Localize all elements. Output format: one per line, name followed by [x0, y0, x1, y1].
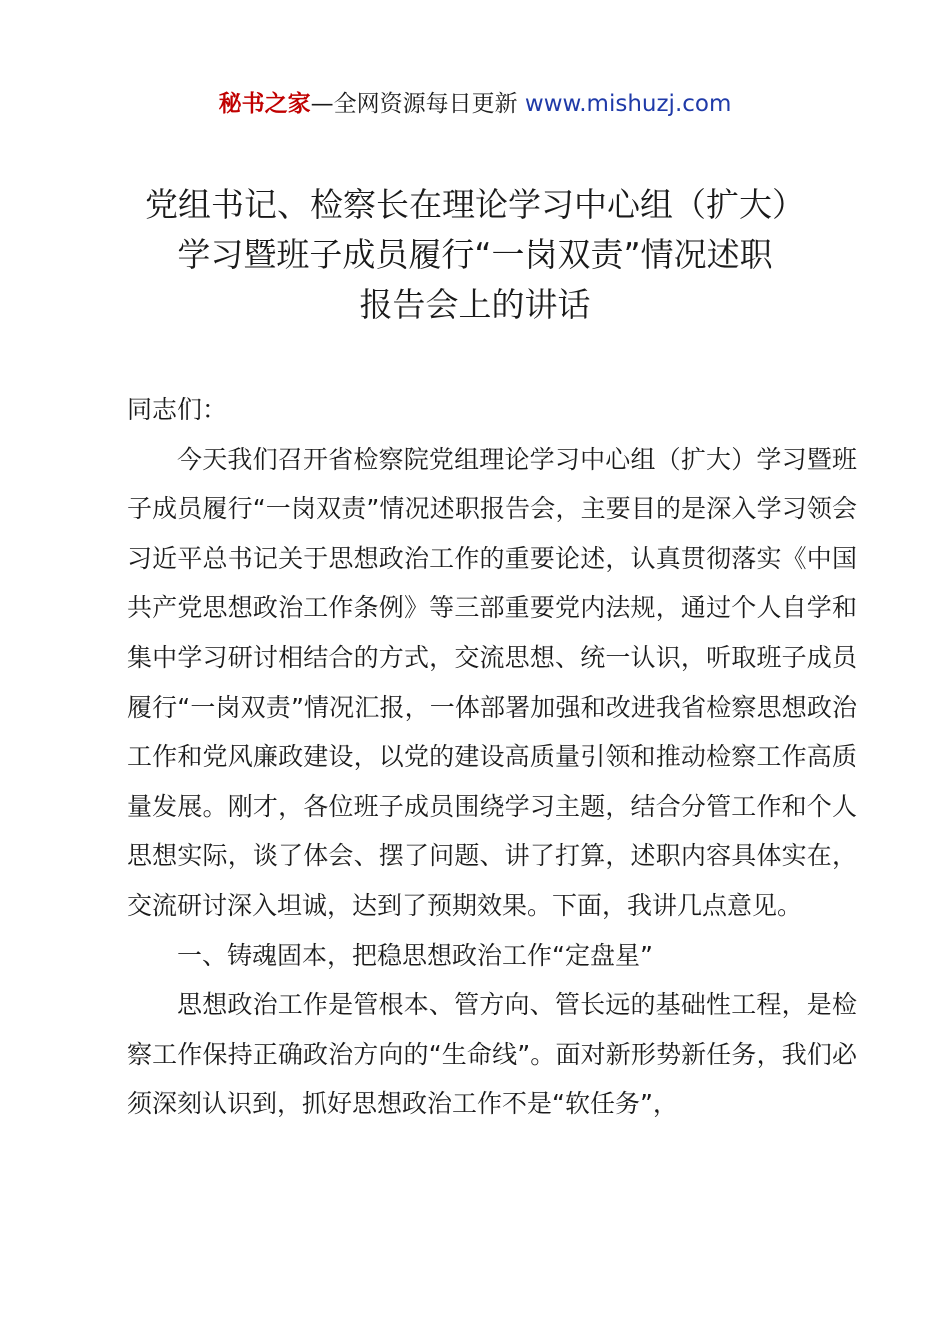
site-url-link[interactable]: www.mishuzj.com	[524, 91, 732, 117]
document-body	[127, 385, 857, 1129]
salutation: 同志们：	[127, 395, 228, 424]
section-heading-1: 一、铸魂固本，把稳思想政治工作“定盘星”	[177, 940, 653, 970]
brand-name: 秘书之家	[218, 91, 311, 117]
paragraph-intro: 今天我们召开省检察院党组理论学习中心组（扩大）学习暨班子成员履行“一岗双责”情况述职报告会，主要目的是深入学习领会习近平总书记关于思想政治工作的重要论述，认真贯彻落实《中国共产党思想政治工作条例》等三部重要党内法规，通过个人自学和集中学习研讨相结合的方式，交流思想、统一认识，听取班子成员履行“一岗双责”情况汇报，一体部署加强和改进我省检察思想政治工作和党风廉政建设，以党的建设高质量引领和推动检察工作高质量发展。刚才，各位班子成员围绕学习主题，结合分管工作和个人思想实际，谈了体会、摆了问题、讲了打算，述职内容具体实在，交流研讨深入坦诚，达到了预期效果。下面，我讲几点意见。	[127, 444, 857, 920]
title-line-2: 学习暨班子成员履行“一岗双责”情况述职	[177, 235, 773, 274]
paragraph-section-1: 思想政治工作是管根本、管方向、管长远的基础性工程，是检察工作保持正确政治方向的“生命线”。面对新形势新任务，我们必须深刻认识到，抓好思想政治工作不是“软任务”，	[127, 990, 857, 1119]
header-tagline: —全网资源每日更新	[310, 91, 525, 117]
site-header	[0, 86, 950, 122]
document-title	[100, 180, 850, 330]
title-line-1: 党组书记、检察长在理论学习中心组（扩大）	[145, 185, 805, 224]
title-line-3: 报告会上的讲话	[359, 285, 591, 324]
